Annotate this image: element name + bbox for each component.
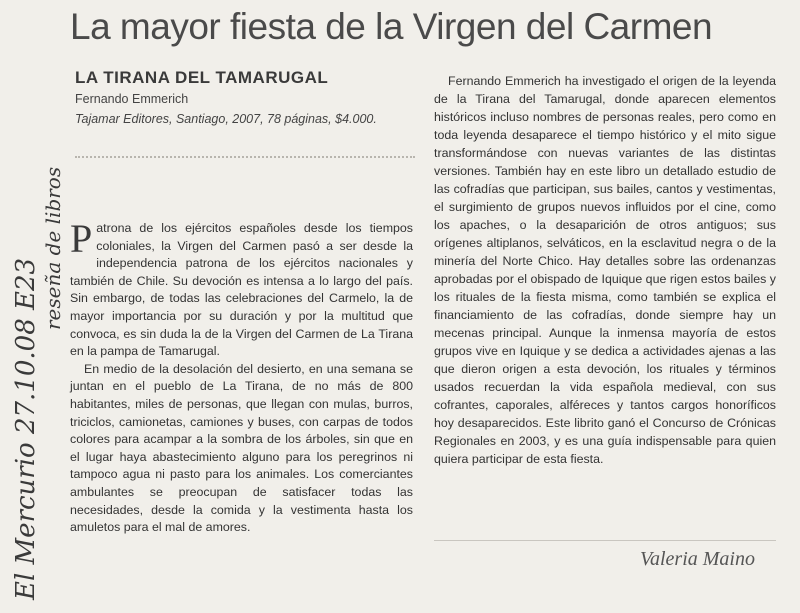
right-column [434,72,776,468]
paragraph: Fernando Emmerich ha investigado el origen de la leyenda de la Tirana del Tamarugal, donde aparecen elementos históricos incluso nombres de personas reales, pero como en toda leyenda desaparece el tiempo histórico y el mito sigue transformándose con nuevas variantes de las distintas versiones. También hay en este libro un detallado estudio de las cofradías que participan, sus bailes, cantos y vestimentas, el surgimiento de grupos nuevos influidos por el cine, como los apaches, o la desaparición de otros antiguos; sus orígenes altiplanos, selváticos, en la esclavitud negra o de la minería del Norte Chico. Hay detalles sobre las ordenanzas aprobadas por el obispado de Iquique que rigen estos bailes y los rituales de la fiesta misma, como también se explica el financiamiento de las cofradías, donde siempre hay un mecenas principal. Aunque la inmensa mayoría de estos grupos vive en Iquique y se dedica a actividades ajenas a las que dieron origen a esta devoción, los rituales y términos usados recuerdan la vida española medieval, con sus cofrantes, caporales, alféreces y tantos cargos honoríficos hoy desaparecidos. Este librito ganó el Concurso de Crónicas Regionales en 2003, y es una guía indispensable para quien quiera participar de esta fiesta. [434,74,776,466]
book-publication: Tajamar Editores, Santiago, 2007, 78 páginas, $4.000. [75,112,377,126]
paragraph-text: atrona de los ejércitos españoles desde los tiempos coloniales, la Virgen del Carmen pasó a ser desde la independencia patrona de los ejércitos nacionales y también de Chile. Su devoción es intensa a lo largo del país. Sin embargo, de todas las celebraciones del Carmelo, la de mayor importancia por su duración y por la multitud que convoca, es sin duda la de la Virgen del Carmen de La Tirana en la pampa de Tamarugal. [70,221,413,359]
handwritten-annotation [0,0,70,608]
author-signature: Valeria Maino [640,548,755,570]
divider [75,156,415,158]
book-title: LA TIRANA DEL TAMARUGAL [75,68,329,87]
book-author: Fernando Emmerich [75,92,189,106]
annotation-line-1: El Mercurio 27.10.08 E23 [11,257,41,600]
dropcap: P [70,216,93,261]
paragraph: En medio de la desolación del desierto, en una semana se juntan en el pueblo de La Tirana, de no más de 800 habitantes, miles de personas, que llegan con mulas, burros, triciclos, camionetas, camiones y buses, con carpas de todos colores para acampar a la sombra de los árboles, sin que en el lugar haya abastecimiento alguno para los peregrinos ni tampoco agua ni pasto para los animales. Los comerciantes ambulantes se preocupan de satisfacer todas las necesidades, desde la comida y la vestimenta hasta los amuletos para el mal de amores. [70,361,413,535]
annotation-line-2: reseña de libros [41,166,65,330]
paragraph [70,216,413,361]
left-column [70,216,413,537]
divider [434,540,776,541]
headline: La mayor fiesta de la Virgen del Carmen [70,6,713,47]
